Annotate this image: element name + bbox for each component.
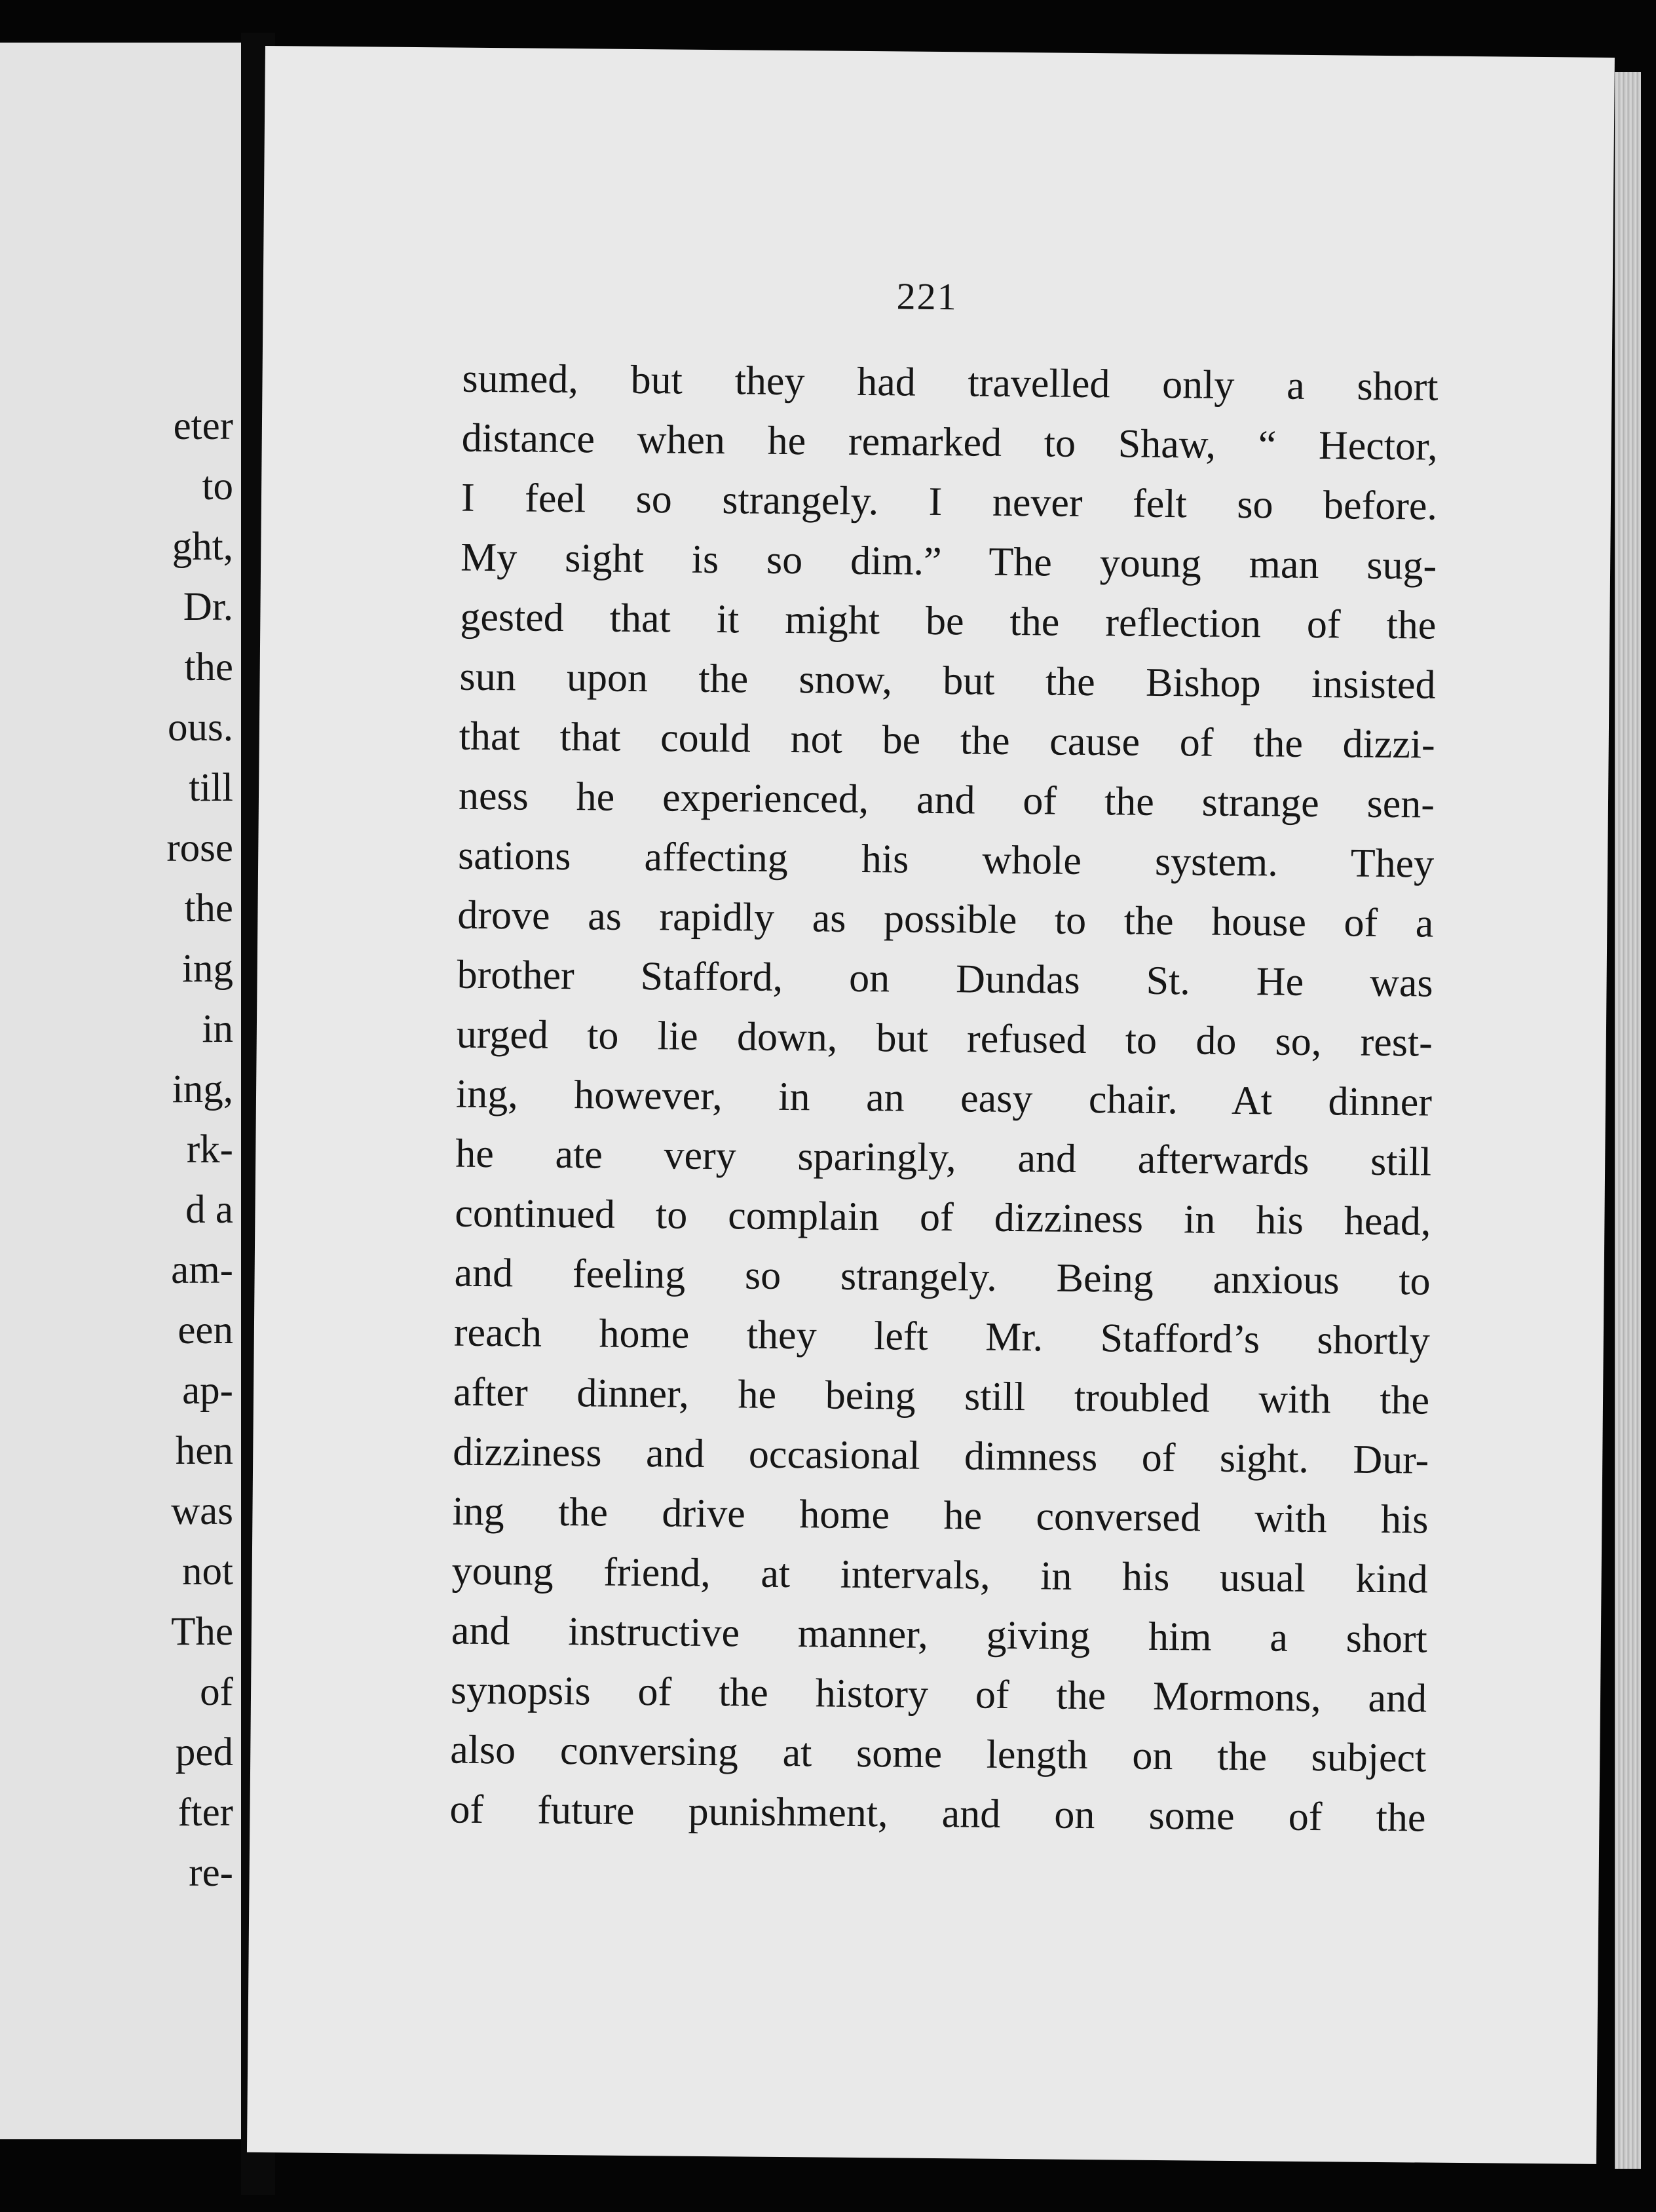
previous-page-line: not bbox=[182, 1550, 233, 1593]
text-line: drove as rapidly as possible to the house of a bbox=[457, 892, 1434, 946]
previous-page-line: ped bbox=[175, 1730, 233, 1774]
previous-page-line: hen bbox=[175, 1429, 233, 1473]
text-line: young friend, at intervals, in his usual kind bbox=[451, 1548, 1428, 1602]
text-line: urged to lie down, but refused to do so, rest- bbox=[456, 1012, 1433, 1065]
text-line: dizziness and occasional dimness of sight. Dur- bbox=[452, 1429, 1429, 1483]
previous-page-line: was bbox=[171, 1489, 233, 1533]
previous-page-line: een bbox=[178, 1308, 233, 1352]
previous-page-line: the bbox=[184, 645, 233, 689]
text-line: ing, however, in an easy chair. At dinner bbox=[455, 1071, 1433, 1125]
page-number: 221 bbox=[896, 275, 958, 318]
text-line: My sight is so dim.” The young man sug- bbox=[460, 535, 1437, 588]
previous-page-line: the bbox=[184, 887, 233, 930]
previous-page-line: eter bbox=[173, 404, 233, 448]
previous-page bbox=[0, 43, 241, 2139]
previous-page-line: The bbox=[171, 1610, 233, 1654]
text-line: and instructive manner, giving him a short bbox=[451, 1608, 1428, 1662]
previous-page-line: ing, bbox=[172, 1067, 233, 1111]
text-line: that that could not be the cause of the dizzi- bbox=[459, 714, 1436, 767]
text-line: sumed, but they had travelled only a short bbox=[462, 356, 1439, 410]
previous-page-line: d a bbox=[185, 1188, 233, 1232]
text-line: also conversing at some length on the subject bbox=[450, 1727, 1427, 1781]
text-line: continued to complain of dizziness in his head, bbox=[455, 1191, 1431, 1244]
text-line: sations affecting his whole system. They bbox=[457, 833, 1435, 887]
text-line: sun upon the snow, but the Bishop insisted bbox=[459, 654, 1436, 708]
text-line: synopsis of the history of the Mormons, and bbox=[450, 1668, 1427, 1721]
body-text bbox=[449, 349, 1439, 1848]
previous-page-line: ing bbox=[182, 947, 233, 991]
previous-page-line: till bbox=[189, 766, 233, 810]
text-line: of future punishment, and on some of the bbox=[449, 1787, 1426, 1840]
previous-page-line: ous. bbox=[168, 706, 233, 750]
previous-page-line: re- bbox=[189, 1851, 233, 1895]
previous-page-line: ap- bbox=[182, 1369, 233, 1413]
text-line: gested that it might be the reflection of the bbox=[460, 594, 1437, 648]
previous-page-line: rose bbox=[166, 826, 233, 870]
page-edge bbox=[1615, 72, 1641, 2169]
previous-page-line: of bbox=[200, 1670, 233, 1714]
previous-page-text bbox=[0, 396, 233, 1903]
previous-page-line: fter bbox=[178, 1791, 233, 1835]
text-line: ing the drive home he conversed with his bbox=[452, 1489, 1429, 1542]
current-page bbox=[247, 46, 1615, 2164]
previous-page-line: rk- bbox=[186, 1128, 233, 1172]
previous-page-line: am- bbox=[171, 1248, 233, 1292]
text-line: he ate very sparingly, and afterwards still bbox=[455, 1131, 1432, 1185]
text-line: and feeling so strangely. Being anxious to bbox=[454, 1250, 1431, 1304]
previous-page-line: to bbox=[202, 465, 233, 508]
text-line: distance when he remarked to Shaw, “ Hector, bbox=[461, 415, 1439, 469]
previous-page-line: ght, bbox=[172, 525, 233, 569]
text-line: brother Stafford, on Dundas St. He was bbox=[457, 952, 1433, 1006]
text-line: reach home they left Mr. Stafford’s shortly bbox=[453, 1310, 1431, 1363]
previous-page-line: Dr. bbox=[183, 585, 233, 629]
text-line: after dinner, he being still troubled with the bbox=[453, 1369, 1430, 1423]
previous-page-line: in bbox=[202, 1007, 233, 1051]
text-line: ness he experienced, and of the strange sen- bbox=[458, 773, 1435, 827]
text-line: I feel so strangely. I never felt so before. bbox=[461, 475, 1438, 529]
